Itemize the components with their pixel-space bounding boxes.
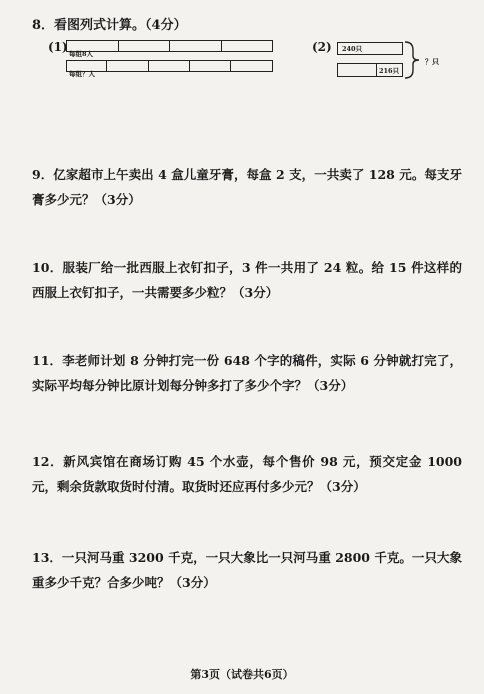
q8-part1-top-bar-label: 每组8人 bbox=[69, 50, 94, 58]
question-13: 13．一只河马重 3200 千克，一只大象比一只河马重 2800 千克。一只大象重多少千克？合多少吨？（3分） bbox=[32, 550, 462, 590]
question-8-title: 8．看图列式计算。（4分） bbox=[32, 18, 187, 33]
q8-part2-brace bbox=[403, 40, 423, 80]
q8-part1-bottom-seg-4 bbox=[190, 61, 231, 71]
q8-part1-top-seg-4 bbox=[222, 41, 272, 51]
question-12: 12．新风宾馆在商场订购 45 个水壶，每个售价 98 元，预交定金 1000 元，剩余货款取货时付清。取货时还应再付多少元？（3分） bbox=[32, 454, 462, 494]
q8-part1-top-bar bbox=[66, 40, 273, 58]
page-footer: 第3页（试卷共6页） bbox=[190, 668, 294, 681]
q8-part2-brace-label: ？只 bbox=[425, 57, 439, 66]
question-9: 9．亿家超市上午卖出 4 盒儿童牙膏，每盒 2 支，一共卖了 128 元。每支牙膏多少元？（3分） bbox=[32, 167, 462, 207]
q8-part2-top-box bbox=[337, 42, 403, 55]
q8-part1-bottom-bar-label: 每组？人 bbox=[69, 70, 95, 78]
q8-part1-top-seg-1 bbox=[67, 41, 119, 58]
q8-part2-bottom-box bbox=[337, 63, 403, 77]
q8-part1-bottom-seg-1 bbox=[67, 61, 107, 78]
q8-part2-top-box-label: 240只 bbox=[342, 45, 363, 53]
q8-part2-bottom-box-divider bbox=[376, 64, 377, 76]
q8-part1-bottom-seg-5 bbox=[231, 61, 272, 71]
q8-part1-top-seg-2 bbox=[119, 41, 170, 51]
q8-part2-label: (2) bbox=[312, 40, 332, 54]
question-10: 10．服装厂给一批西服上衣钉扣子，3 件一共用了 24 粒。给 15 件这样的西服上衣钉扣子，一共需要多少粒？（3分） bbox=[32, 260, 462, 300]
q8-part1-label: (1) bbox=[48, 40, 68, 54]
q8-part2-bottom-box-label: 216只 bbox=[379, 67, 400, 75]
q8-part1-top-seg-3 bbox=[170, 41, 222, 51]
q8-part1-bottom-seg-3 bbox=[149, 61, 190, 71]
question-11: 11．李老师计划 8 分钟打完一份 648 个字的稿件，实际 6 分钟就打完了，实际平均每分钟比原计划每分钟多打了多少个字？（3分） bbox=[32, 353, 462, 393]
q8-part1-bottom-bar bbox=[66, 60, 273, 78]
q8-part1-bottom-seg-2 bbox=[107, 61, 149, 71]
